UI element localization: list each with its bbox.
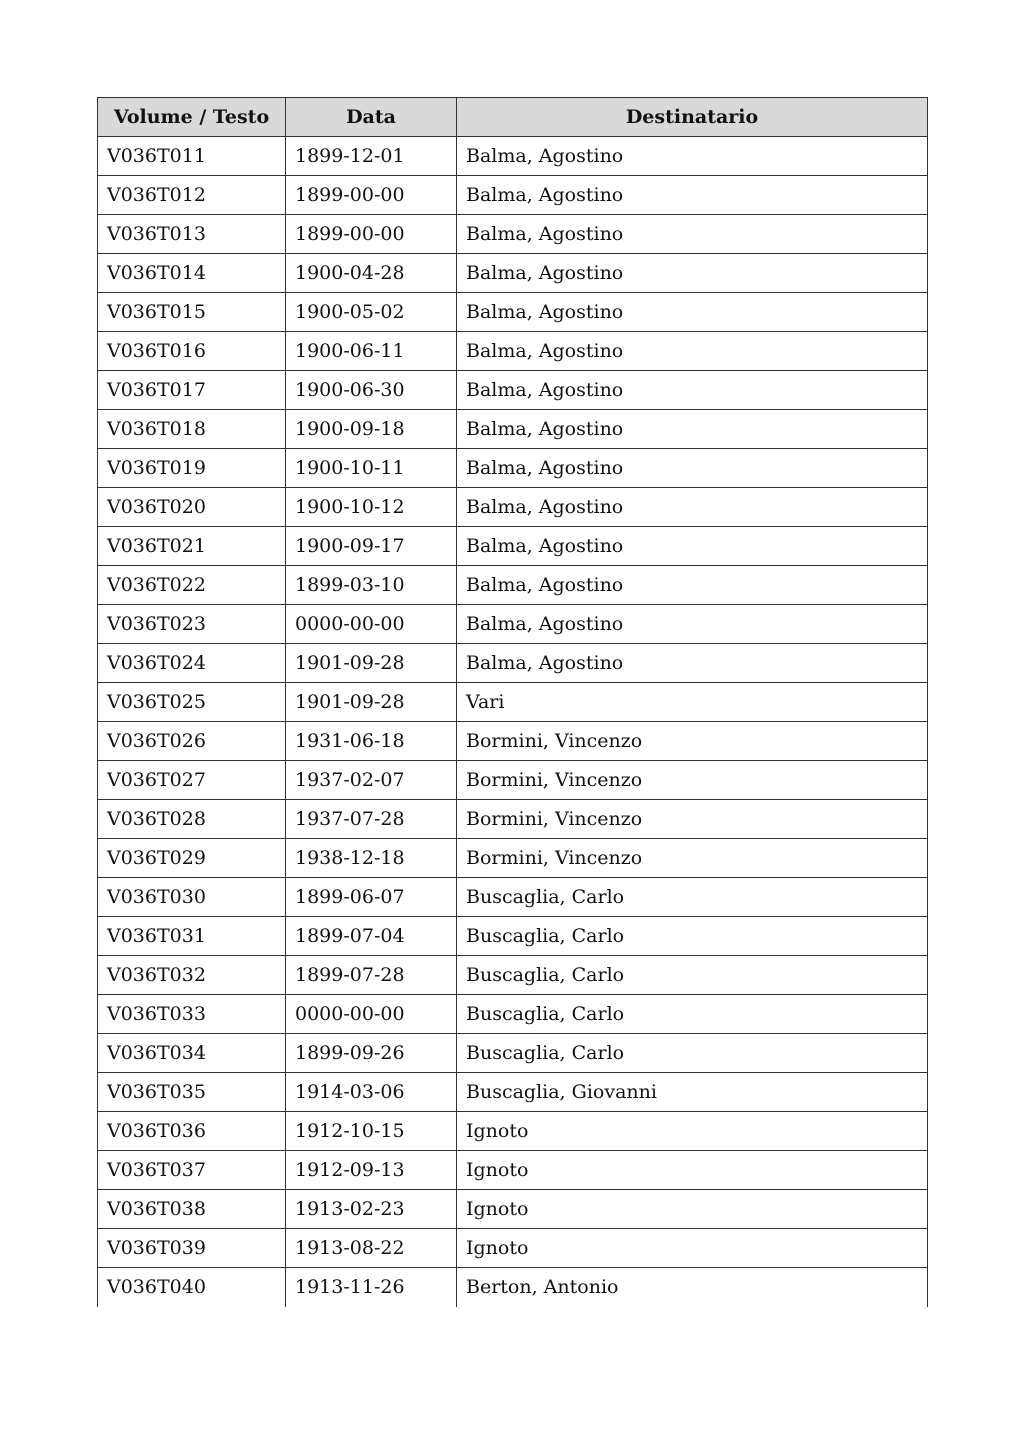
table-row — [98, 371, 928, 410]
table-row — [98, 1268, 928, 1307]
cell-recipient: Balma, Agostino — [457, 371, 928, 410]
table-row — [98, 215, 928, 254]
cell-date: 0000-00-00 — [286, 995, 457, 1034]
cell-date: 1900-10-11 — [286, 449, 457, 488]
cell-volume: V036T033 — [98, 995, 286, 1034]
cell-date: 1937-02-07 — [286, 761, 457, 800]
table-header — [98, 98, 928, 137]
cell-recipient: Balma, Agostino — [457, 176, 928, 215]
cell-volume: V036T018 — [98, 410, 286, 449]
cell-recipient: Balma, Agostino — [457, 527, 928, 566]
cell-date: 1931-06-18 — [286, 722, 457, 761]
cell-recipient: Ignoto — [457, 1151, 928, 1190]
cell-volume: V036T040 — [98, 1268, 286, 1307]
table-row — [98, 527, 928, 566]
cell-recipient: Balma, Agostino — [457, 410, 928, 449]
cell-date: 1900-09-17 — [286, 527, 457, 566]
table-row — [98, 254, 928, 293]
cell-date: 1899-07-28 — [286, 956, 457, 995]
cell-recipient: Balma, Agostino — [457, 293, 928, 332]
cell-recipient: Buscaglia, Carlo — [457, 956, 928, 995]
table-row — [98, 956, 928, 995]
cell-volume: V036T031 — [98, 917, 286, 956]
cell-recipient: Balma, Agostino — [457, 137, 928, 176]
cell-date: 1899-06-07 — [286, 878, 457, 917]
cell-recipient: Buscaglia, Giovanni — [457, 1073, 928, 1112]
table-row — [98, 137, 928, 176]
cell-volume: V036T035 — [98, 1073, 286, 1112]
cell-date: 1912-10-15 — [286, 1112, 457, 1151]
table-row — [98, 449, 928, 488]
cell-volume: V036T034 — [98, 1034, 286, 1073]
cell-recipient: Bormini, Vincenzo — [457, 800, 928, 839]
cell-recipient: Ignoto — [457, 1112, 928, 1151]
table-row — [98, 1229, 928, 1268]
cell-recipient: Balma, Agostino — [457, 449, 928, 488]
cell-recipient: Buscaglia, Carlo — [457, 878, 928, 917]
cell-date: 1899-07-04 — [286, 917, 457, 956]
cell-volume: V036T021 — [98, 527, 286, 566]
table-body — [98, 137, 928, 1307]
cell-volume: V036T027 — [98, 761, 286, 800]
header-row — [98, 98, 928, 137]
cell-date: 1900-04-28 — [286, 254, 457, 293]
column-header-recipient: Destinatario — [457, 98, 928, 137]
cell-date: 0000-00-00 — [286, 605, 457, 644]
cell-volume: V036T012 — [98, 176, 286, 215]
cell-volume: V036T015 — [98, 293, 286, 332]
cell-date: 1899-00-00 — [286, 215, 457, 254]
cell-volume: V036T026 — [98, 722, 286, 761]
cell-volume: V036T024 — [98, 644, 286, 683]
cell-recipient: Balma, Agostino — [457, 605, 928, 644]
cell-volume: V036T011 — [98, 137, 286, 176]
column-header-date: Data — [286, 98, 457, 137]
cell-volume: V036T025 — [98, 683, 286, 722]
cell-recipient: Bormini, Vincenzo — [457, 839, 928, 878]
table-row — [98, 488, 928, 527]
cell-date: 1900-06-11 — [286, 332, 457, 371]
cell-date: 1913-02-23 — [286, 1190, 457, 1229]
cell-volume: V036T019 — [98, 449, 286, 488]
cell-recipient: Balma, Agostino — [457, 254, 928, 293]
cell-date: 1899-09-26 — [286, 1034, 457, 1073]
table-row — [98, 605, 928, 644]
cell-volume: V036T037 — [98, 1151, 286, 1190]
cell-recipient: Buscaglia, Carlo — [457, 917, 928, 956]
column-header-volume: Volume / Testo — [98, 98, 286, 137]
cell-volume: V036T028 — [98, 800, 286, 839]
cell-volume: V036T030 — [98, 878, 286, 917]
cell-recipient: Bormini, Vincenzo — [457, 722, 928, 761]
table-row — [98, 293, 928, 332]
table-row — [98, 1034, 928, 1073]
cell-recipient: Balma, Agostino — [457, 488, 928, 527]
cell-date: 1900-05-02 — [286, 293, 457, 332]
cell-recipient: Balma, Agostino — [457, 332, 928, 371]
cell-volume: V036T036 — [98, 1112, 286, 1151]
cell-volume: V036T016 — [98, 332, 286, 371]
table-row — [98, 410, 928, 449]
cell-recipient: Berton, Antonio — [457, 1268, 928, 1307]
table-row — [98, 1073, 928, 1112]
cell-date: 1913-08-22 — [286, 1229, 457, 1268]
table-row — [98, 995, 928, 1034]
table-row — [98, 839, 928, 878]
table-row — [98, 878, 928, 917]
table-row — [98, 683, 928, 722]
cell-date: 1901-09-28 — [286, 683, 457, 722]
table-row — [98, 176, 928, 215]
cell-volume: V036T039 — [98, 1229, 286, 1268]
table-row — [98, 644, 928, 683]
cell-recipient: Ignoto — [457, 1229, 928, 1268]
cell-date: 1899-12-01 — [286, 137, 457, 176]
cell-date: 1900-10-12 — [286, 488, 457, 527]
cell-recipient: Balma, Agostino — [457, 566, 928, 605]
cell-recipient: Bormini, Vincenzo — [457, 761, 928, 800]
cell-volume: V036T014 — [98, 254, 286, 293]
table-row — [98, 566, 928, 605]
cell-date: 1937-07-28 — [286, 800, 457, 839]
cell-date: 1914-03-06 — [286, 1073, 457, 1112]
cell-recipient: Balma, Agostino — [457, 215, 928, 254]
letters-table — [97, 97, 928, 1307]
cell-date: 1900-09-18 — [286, 410, 457, 449]
cell-date: 1900-06-30 — [286, 371, 457, 410]
cell-volume: V036T038 — [98, 1190, 286, 1229]
cell-recipient: Buscaglia, Carlo — [457, 1034, 928, 1073]
table-row — [98, 1190, 928, 1229]
cell-date: 1901-09-28 — [286, 644, 457, 683]
cell-date: 1912-09-13 — [286, 1151, 457, 1190]
cell-recipient: Balma, Agostino — [457, 644, 928, 683]
cell-volume: V036T032 — [98, 956, 286, 995]
cell-recipient: Buscaglia, Carlo — [457, 995, 928, 1034]
cell-volume: V036T017 — [98, 371, 286, 410]
cell-date: 1913-11-26 — [286, 1268, 457, 1307]
cell-volume: V036T022 — [98, 566, 286, 605]
cell-volume: V036T023 — [98, 605, 286, 644]
table-row — [98, 332, 928, 371]
table-row — [98, 1151, 928, 1190]
cell-recipient: Ignoto — [457, 1190, 928, 1229]
cell-recipient: Vari — [457, 683, 928, 722]
cell-date: 1899-03-10 — [286, 566, 457, 605]
cell-volume: V036T029 — [98, 839, 286, 878]
table-row — [98, 917, 928, 956]
table-row — [98, 722, 928, 761]
table-row — [98, 1112, 928, 1151]
table-row — [98, 761, 928, 800]
cell-date: 1899-00-00 — [286, 176, 457, 215]
cell-date: 1938-12-18 — [286, 839, 457, 878]
cell-volume: V036T013 — [98, 215, 286, 254]
cell-volume: V036T020 — [98, 488, 286, 527]
table-row — [98, 800, 928, 839]
